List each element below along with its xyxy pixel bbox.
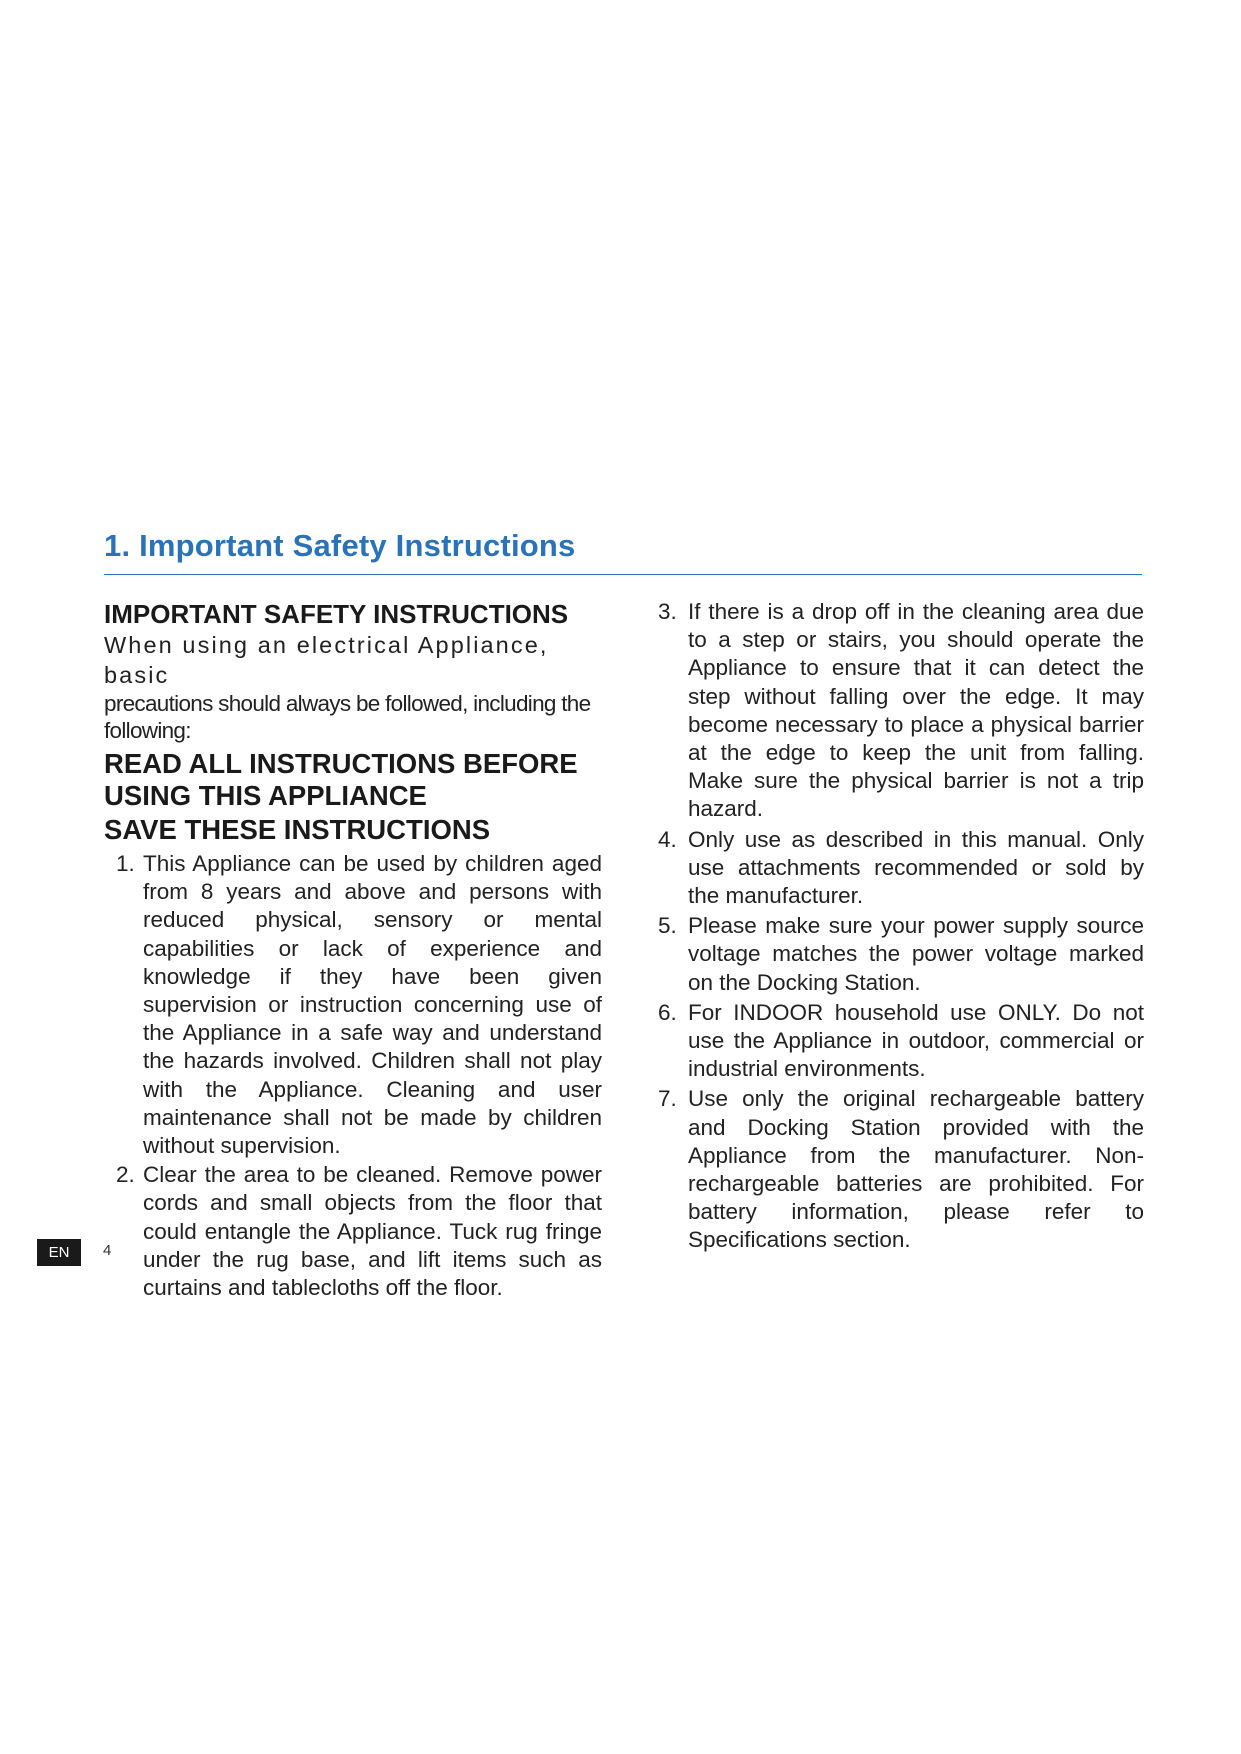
page-number: 4 (103, 1242, 112, 1259)
list-item-number: 4. (658, 826, 677, 852)
title-divider (104, 574, 1142, 575)
safety-heading: IMPORTANT SAFETY INSTRUCTIONS (104, 599, 569, 629)
list-item (658, 912, 1144, 997)
left-column (104, 598, 602, 1303)
list-item-number: 7. (658, 1086, 677, 1112)
section-title: 1. Important Safety Instructions (104, 528, 576, 563)
list-item-number: 6. (658, 999, 677, 1025)
list-item (658, 826, 1144, 911)
intro-line-1: When using an electrical Appliance, basic (104, 632, 549, 688)
list-item-text: For INDOOR household use ONLY. Do not use the Appliance in outdoor, commercial or industrial environments. (688, 999, 1144, 1082)
list-item-number: 3. (658, 599, 677, 624)
language-badge: EN (37, 1239, 81, 1266)
list-item-text: Only use as described in this manual. Only use attachments recommended or sold by the manufacturer. (688, 826, 1144, 909)
list-item (658, 1085, 1144, 1254)
list-item-number: 5. (658, 913, 677, 939)
list-item-number: 1. (116, 851, 135, 876)
right-column (658, 598, 1144, 1257)
list-item-text: Please make sure your power supply source voltage matches the power voltage marked on the Docking Station. (688, 913, 1144, 995)
safety-list-left (104, 850, 602, 1302)
list-item (658, 999, 1144, 1084)
list-item (658, 598, 1144, 824)
read-all-heading-line-2: USING THIS APPLIANCE (104, 780, 427, 811)
list-item-number: 2. (116, 1162, 135, 1188)
save-instructions-heading: SAVE THESE INSTRUCTIONS (104, 814, 491, 845)
list-item-text: This Appliance can be used by children aged from 8 years and above and persons with reduced physical, sensory or mental capabilities or lack of experience and knowledge if they have been given supervision or instruction concerning use of the Appliance in a safe way and understand the hazards involved. Children shall not play with the Appliance. Cleaning and user maintenance shall not be made by children without supervision. (143, 851, 602, 1159)
intro-text: precautions should always be followed, including the following: (104, 691, 591, 743)
list-item-text: Use only the original rechargeable battery and Docking Station provided with the Appliance from the manufacturer. Non-rechargeable batteries are prohibited. For battery information, please refer to Specifications section. (688, 1086, 1144, 1253)
read-all-heading-line-1: READ ALL INSTRUCTIONS BEFORE (104, 748, 578, 779)
list-item-text: Clear the area to be cleaned. Remove power cords and small objects from the floor that could entangle the Appliance. Tuck rug fringe under the rug base, and lift items such as curtains and tablecloths off the floor. (143, 1162, 602, 1301)
safety-list-right (658, 598, 1144, 1255)
list-item (104, 1161, 602, 1302)
list-item (104, 850, 602, 1160)
list-item-text: If there is a drop off in the cleaning area due to a step or stairs, you should operate the Appliance to ensure that it can detect the step without falling over the edge. It may become necessary to place a physical barrier at the edge to keep the unit from falling. Make sure the physical barrier is not a trip hazard. (688, 599, 1144, 822)
